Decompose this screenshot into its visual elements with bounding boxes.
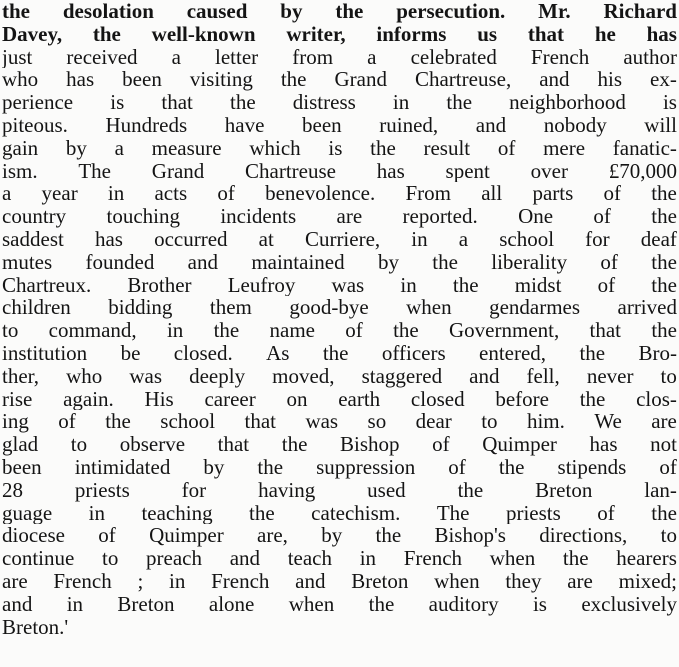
- word: by: [280, 0, 303, 23]
- word: The: [78, 159, 112, 183]
- word: reported.: [402, 205, 478, 228]
- word: the: [562, 547, 589, 570]
- word: Mr.: [538, 0, 571, 23]
- word: catechism.: [311, 501, 401, 525]
- word: well-known: [151, 22, 256, 46]
- text-line: [2, 388, 677, 411]
- text-line: [2, 342, 677, 365]
- word: a: [2, 182, 12, 206]
- word: who: [66, 364, 103, 388]
- word: Chartreux.: [2, 273, 92, 297]
- word: when: [288, 592, 335, 616]
- word: by: [321, 524, 343, 548]
- text-line: [2, 547, 677, 570]
- word: Brother: [127, 273, 192, 297]
- word: dear: [415, 410, 452, 434]
- word: in: [411, 227, 428, 251]
- text-line: [2, 274, 677, 297]
- word: maintained: [251, 250, 345, 274]
- word: perience: [2, 91, 74, 114]
- word: the: [281, 433, 308, 456]
- word: 28: [2, 478, 23, 502]
- word: been: [122, 68, 162, 92]
- word: was: [129, 364, 163, 388]
- word: of: [98, 524, 116, 548]
- word: Breton: [117, 592, 175, 616]
- word: and: [2, 592, 33, 616]
- word: suppression: [316, 455, 416, 479]
- word: used: [367, 478, 406, 502]
- word: result: [423, 136, 471, 160]
- word: directions,: [539, 524, 628, 548]
- word: midst: [514, 273, 562, 297]
- text-line: [2, 616, 677, 639]
- word: never: [586, 364, 634, 388]
- word: in: [166, 319, 184, 342]
- word: of: [600, 250, 618, 274]
- word: the: [2, 0, 30, 23]
- word: £70,000: [608, 159, 677, 183]
- word: the: [579, 341, 606, 365]
- word: of: [597, 501, 615, 525]
- word: they: [505, 569, 542, 593]
- text-line: [2, 570, 677, 593]
- word: mixed;: [618, 569, 677, 593]
- word: Bishop: [340, 433, 400, 456]
- word: clos-: [636, 387, 677, 411]
- word: for: [585, 227, 610, 251]
- word: to: [660, 364, 677, 388]
- text-line: [2, 365, 677, 388]
- word: Chartreuse: [245, 159, 336, 183]
- word: gain: [2, 136, 39, 160]
- word: is: [532, 592, 547, 616]
- word: intimidated: [74, 455, 171, 479]
- word: Quimper: [482, 433, 557, 456]
- word: parts: [532, 182, 574, 206]
- word: received: [66, 45, 138, 69]
- word: hearers: [616, 547, 677, 570]
- word: Bro-: [638, 341, 677, 365]
- word: celebrated: [410, 45, 497, 69]
- word: exclusively: [581, 592, 677, 616]
- word: that: [161, 91, 193, 114]
- word: us: [477, 22, 498, 46]
- word: name: [269, 319, 316, 342]
- word: liberality: [491, 250, 568, 274]
- word: ex-: [650, 68, 677, 92]
- word: teaching: [141, 501, 213, 525]
- word: Government,: [449, 319, 560, 342]
- word: rise: [2, 387, 33, 411]
- word: that: [589, 319, 622, 342]
- word: ;: [137, 569, 144, 593]
- word: school: [160, 410, 216, 434]
- text-line: [2, 205, 677, 228]
- word: in: [88, 501, 105, 525]
- word: in: [392, 91, 410, 114]
- word: in: [400, 273, 417, 297]
- word: the: [375, 524, 402, 548]
- word: entered,: [479, 341, 547, 365]
- word: to: [102, 547, 119, 570]
- word: incidents: [220, 205, 297, 228]
- word: was: [305, 410, 339, 434]
- word: touching: [106, 205, 180, 228]
- word: bidding: [108, 296, 173, 320]
- word: priests: [74, 478, 130, 502]
- word: priests: [505, 501, 561, 525]
- word: year: [41, 182, 78, 206]
- word: institution: [2, 341, 88, 365]
- word: of: [58, 410, 76, 434]
- word: earth: [338, 387, 381, 411]
- text-line: [2, 296, 677, 319]
- word: French: [211, 569, 270, 593]
- word: of: [497, 136, 516, 160]
- word: fell,: [526, 364, 560, 388]
- word: saddest: [2, 227, 64, 251]
- word: mutes: [2, 250, 53, 274]
- word: to: [70, 433, 88, 456]
- word: French: [403, 547, 463, 570]
- word: will: [644, 113, 677, 137]
- word: teach: [287, 547, 332, 570]
- word: of: [597, 273, 616, 297]
- word: One: [518, 205, 554, 228]
- word: the: [335, 0, 364, 23]
- word: French: [53, 569, 112, 593]
- word: are: [336, 205, 363, 228]
- word: the: [92, 22, 121, 46]
- word: been: [2, 455, 42, 479]
- word: country: [2, 205, 67, 228]
- word: We: [594, 410, 622, 434]
- word: are,: [257, 524, 288, 548]
- word: The: [436, 501, 470, 525]
- word: when: [434, 569, 480, 593]
- word: on: [286, 387, 308, 411]
- word: to: [481, 410, 498, 434]
- word: occurred: [154, 227, 228, 251]
- word: of: [593, 205, 611, 228]
- word: Breton: [351, 569, 409, 593]
- word: letter: [215, 45, 259, 69]
- word: the: [105, 410, 131, 434]
- word: by: [65, 136, 87, 160]
- word: moved,: [272, 364, 335, 388]
- word: officers: [381, 341, 446, 365]
- word: the: [651, 250, 677, 274]
- text-line: [2, 593, 677, 616]
- word: be: [120, 341, 141, 365]
- word: neighborhood: [509, 91, 626, 114]
- word: deaf: [640, 227, 677, 251]
- word: caused: [186, 0, 248, 23]
- word: Davey,: [2, 22, 63, 46]
- word: just: [2, 45, 33, 69]
- word: him.: [526, 410, 565, 434]
- word: that: [217, 433, 250, 456]
- text-line: [2, 91, 677, 114]
- word: are: [651, 410, 677, 434]
- word: the: [651, 501, 677, 525]
- word: are: [2, 569, 28, 593]
- word: preach: [146, 547, 202, 570]
- word: and: [475, 113, 507, 137]
- word: the: [280, 68, 307, 92]
- word: good-bye: [289, 296, 369, 320]
- word: alone: [208, 592, 255, 616]
- word: Curriere,: [304, 227, 381, 251]
- word: has: [376, 159, 405, 183]
- word: gendarmes: [489, 296, 581, 320]
- word: Leufroy: [227, 273, 296, 297]
- word: having: [258, 478, 316, 502]
- word: deeply: [189, 364, 246, 388]
- text-line: [2, 502, 677, 525]
- word: which: [249, 136, 301, 160]
- word: closed: [410, 387, 465, 411]
- word: the: [651, 205, 677, 228]
- word: the: [651, 273, 677, 297]
- word: and: [187, 250, 218, 274]
- word: at: [258, 227, 274, 251]
- word: is: [662, 91, 677, 114]
- word: closed.: [173, 341, 233, 365]
- word: French: [530, 45, 590, 69]
- word: have: [224, 113, 265, 137]
- text-line: [2, 0, 677, 23]
- text-line: [2, 524, 677, 547]
- word: Chartreuse,: [414, 68, 512, 92]
- word: all: [481, 182, 503, 206]
- word: the: [579, 387, 606, 411]
- word: who: [2, 68, 39, 92]
- word: glad: [2, 433, 39, 456]
- word: benevolence.: [265, 182, 376, 206]
- word: founded: [85, 250, 155, 274]
- word: over: [530, 159, 568, 183]
- word: ing: [2, 410, 29, 434]
- word: Hundreds: [105, 113, 188, 137]
- word: a: [458, 227, 469, 251]
- word: diocese: [2, 524, 65, 548]
- word: he: [594, 22, 616, 46]
- word: distress: [292, 91, 356, 114]
- text-line: [2, 228, 677, 251]
- word: the: [322, 341, 349, 365]
- word: by: [203, 455, 225, 479]
- word: Quimper: [149, 524, 224, 548]
- word: not: [650, 433, 677, 456]
- word: to: [660, 524, 677, 548]
- word: of: [448, 455, 466, 479]
- text-line: [2, 182, 677, 205]
- word: nobody: [543, 113, 607, 137]
- word: has: [94, 227, 123, 251]
- word: of: [603, 182, 621, 206]
- word: lan-: [644, 478, 677, 502]
- word: to: [2, 319, 19, 342]
- word: are: [567, 569, 593, 593]
- text-line: [2, 160, 677, 183]
- word: ism.: [2, 159, 38, 183]
- word: the: [432, 250, 458, 274]
- text-line: [2, 46, 677, 69]
- word: informs: [376, 22, 447, 46]
- word: from: [292, 45, 334, 69]
- word: in: [169, 569, 186, 593]
- word: Grand: [151, 159, 205, 183]
- word: the: [249, 501, 275, 525]
- word: and: [295, 569, 326, 593]
- word: persecution.: [396, 0, 506, 23]
- word: guage: [2, 501, 53, 525]
- word: Bishop's: [434, 524, 506, 548]
- word: a: [171, 45, 181, 69]
- word: Richard: [603, 0, 677, 23]
- word: has: [589, 433, 618, 456]
- text-line: [2, 137, 677, 160]
- word: and: [469, 364, 500, 388]
- word: fanatic-: [612, 136, 677, 160]
- word: desolation: [62, 0, 154, 23]
- word: again.: [63, 387, 114, 411]
- text-line: [2, 410, 677, 433]
- word: piteous.: [2, 113, 68, 137]
- word: spent: [445, 159, 490, 183]
- word: when: [489, 547, 536, 570]
- word: measure: [151, 136, 222, 160]
- word: has: [646, 22, 677, 46]
- word: ruined,: [379, 113, 439, 137]
- word: command,: [48, 319, 137, 342]
- word: Breton.': [2, 615, 69, 639]
- word: staggered: [361, 364, 443, 388]
- text-line: [2, 433, 677, 456]
- word: when: [406, 296, 452, 320]
- word: in: [107, 182, 125, 206]
- word: is: [110, 91, 125, 114]
- word: before: [495, 387, 549, 411]
- word: continue: [2, 547, 75, 570]
- word: the: [498, 455, 525, 479]
- word: the: [393, 319, 419, 342]
- word: in: [359, 547, 377, 570]
- word: of: [432, 433, 450, 456]
- word: Grand: [334, 68, 387, 92]
- word: a: [367, 45, 377, 69]
- word: in: [66, 592, 84, 616]
- word: that: [244, 410, 277, 434]
- word: arrived: [617, 296, 677, 320]
- word: and: [229, 547, 261, 570]
- word: has: [66, 68, 95, 92]
- word: From: [405, 182, 451, 206]
- word: of: [659, 455, 677, 479]
- word: by: [377, 250, 399, 274]
- word: of: [345, 319, 363, 342]
- text-line: [2, 456, 677, 479]
- word: is: [328, 136, 343, 160]
- word: the: [651, 182, 677, 206]
- word: of: [217, 182, 235, 206]
- word: so: [367, 410, 387, 434]
- word: visiting: [189, 68, 253, 92]
- word: was: [331, 273, 365, 297]
- word: the: [446, 91, 473, 114]
- word: the: [368, 592, 395, 616]
- text-line: [2, 23, 677, 46]
- word: been: [302, 113, 342, 137]
- word: auditory: [428, 592, 499, 616]
- word: stipends: [557, 455, 627, 479]
- word: the: [651, 319, 677, 342]
- word: acts: [154, 182, 188, 206]
- word: the: [230, 91, 256, 114]
- word: ther,: [2, 364, 40, 388]
- text-line: [2, 114, 677, 137]
- word: children: [2, 296, 71, 320]
- word: the: [370, 136, 396, 160]
- word: writer,: [286, 22, 346, 46]
- text-line: [2, 319, 677, 342]
- word: and: [539, 68, 570, 92]
- word: career: [204, 387, 256, 411]
- word: observe: [119, 433, 186, 456]
- word: the: [457, 478, 484, 502]
- word: Breton: [535, 478, 593, 502]
- word: the: [213, 319, 240, 342]
- word: His: [144, 387, 174, 411]
- word: for: [181, 478, 207, 502]
- text-line: [2, 68, 677, 91]
- word: As: [266, 341, 290, 365]
- word: the: [257, 455, 284, 479]
- word: author: [623, 45, 677, 69]
- word: mere: [543, 136, 586, 160]
- word: a: [114, 136, 124, 160]
- word: school: [499, 227, 555, 251]
- text-line: [2, 251, 677, 274]
- word: his: [597, 68, 623, 92]
- word: that: [527, 22, 565, 46]
- text-line: [2, 479, 677, 502]
- word: the: [452, 273, 479, 297]
- word: them: [209, 296, 252, 320]
